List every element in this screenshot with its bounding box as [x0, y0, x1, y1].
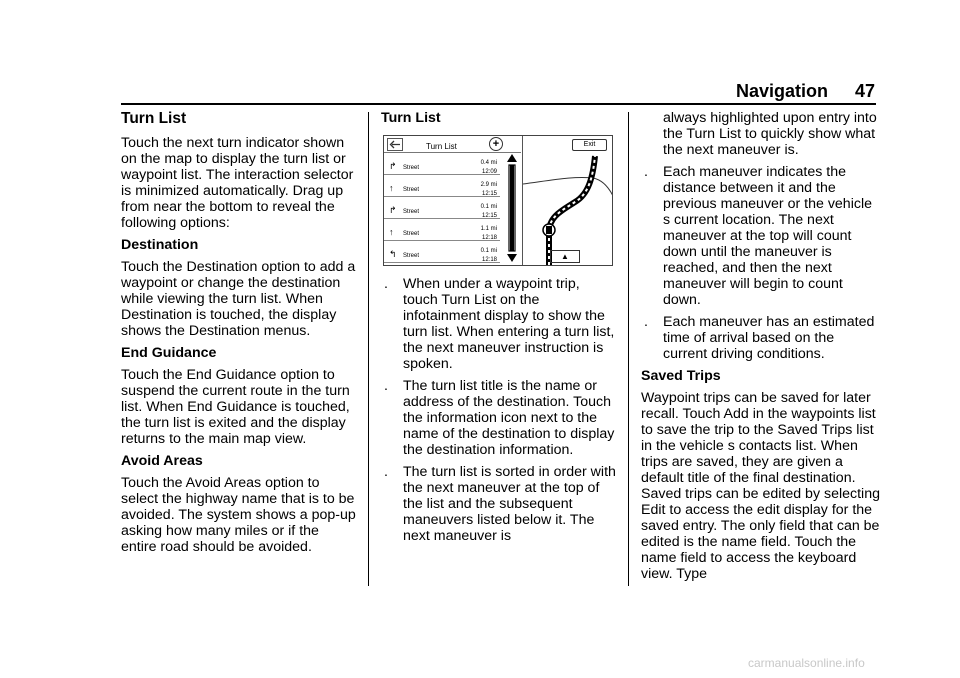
bullet-marker: . [384, 464, 388, 480]
exit-button: Exit [572, 139, 607, 151]
header-rule [121, 103, 876, 105]
turn-list [384, 153, 500, 263]
column-1 [121, 110, 357, 561]
bullet-text: Each maneuver indicates the distance between it and the previous maneuver or the vehicle s current location. The next maneuver at the top will count down until the maneuver is reached, and then the next maneuver will begin to count down. [663, 164, 872, 308]
bullet-marker: . [644, 314, 648, 330]
list-item [384, 197, 500, 219]
list-item [384, 153, 500, 175]
turn-list-figure [383, 135, 613, 266]
list-item [384, 175, 500, 197]
list-item [384, 219, 500, 241]
map-view [522, 136, 613, 265]
distance: 0.1 mi [480, 204, 497, 210]
back-arrow-icon [387, 138, 403, 151]
eta: 12:15 [481, 191, 497, 197]
bullet-text: The turn list is sorted in order with the next maneuver at the top of the list and the subsequent maneuvers listed below it. The next maneuver is [403, 464, 616, 544]
avoid-areas-paragraph: Touch the Avoid Areas option to select the highway name that is to be avoided. The system shows a pop-up asking how many miles or if the entire road should be avoided. [121, 475, 356, 555]
distance: 1.1 mi [480, 226, 497, 232]
list-item [641, 164, 881, 308]
street-label: Street [403, 165, 420, 171]
bullet-marker: . [384, 378, 388, 394]
subhead-saved-trips: Saved Trips [641, 368, 721, 384]
list-item [384, 241, 500, 263]
page-header-title: Navigation [736, 81, 829, 101]
bullet-text: Each maneuver has an estimated time of arrival based on the current driving conditions. [663, 314, 875, 362]
distance: 2.9 mi [480, 182, 497, 188]
subhead-destination: Destination [121, 237, 199, 253]
list-item [381, 378, 617, 458]
bullet-text: When under a waypoint trip, touch Turn List on the infotainment display to show the turn list. When entering a turn list, the next maneuver instruction is spoken. [403, 276, 615, 372]
column-3 [641, 110, 881, 588]
subhead-end-guidance: End Guidance [121, 345, 217, 361]
distance: 0.4 mi [480, 160, 497, 166]
column-divider [628, 112, 629, 586]
eta: 12:09 [481, 169, 497, 175]
section-title: Turn List [121, 110, 187, 127]
bullet-text: The turn list title is the name or address of the destination. Touch the information icon next to the name of the destination to display the destination information. [403, 378, 615, 458]
page-number: 47 [855, 81, 876, 101]
watermark: carmanualsonline.info [748, 656, 865, 670]
eta: 12:18 [481, 235, 497, 241]
subhead-avoid-areas: Avoid Areas [121, 453, 203, 469]
column-divider [368, 112, 369, 586]
end-guidance-paragraph: Touch the End Guidance option to suspend the current route in the turn list. When End Guidance is touched, the turn list is exited and the display returns to the main map view. [121, 367, 350, 447]
distance: 0.1 mi [480, 248, 497, 254]
turn-left-icon: ↰ [389, 249, 397, 259]
saved-trips-paragraph: Waypoint trips can be saved for later recall. Touch Add in the waypoints list to save the trip to the Saved Trips list in the vehicle s contacts list. When trips are saved, they are given a default title of the final destination. Saved trips can be edited by selecting Edit to access the edit display for the saved entry. The only field that can be edited is the name field. Touch the name field to access the keyboard view. Type [641, 390, 880, 582]
vehicle-position-icon: ▲ [550, 250, 580, 263]
turn-right-icon: ↱ [389, 161, 397, 171]
eta: 12:18 [481, 257, 497, 263]
list-item [381, 464, 617, 544]
list-item [641, 314, 881, 362]
straight-icon: ↑ [389, 183, 394, 193]
street-label: Street [403, 253, 420, 259]
continuation-paragraph: always highlighted upon entry into the Turn List to quickly show what the next maneuver is. [663, 110, 877, 158]
figure-title: Turn List [426, 142, 457, 151]
turn-right-icon: ↱ [389, 205, 397, 215]
street-label: Street [403, 209, 420, 215]
scrollbar [505, 153, 519, 263]
destination-paragraph: Touch the Destination option to add a waypoint or change the destination while viewing the turn list. When Destination is touched, the display shows the Destination menus. [121, 259, 356, 339]
intro-paragraph: Touch the next turn indicator shown on the map to display the turn list or waypoint list. The interaction selector is minimized automatically. Drag up from near the bottom to reveal the following options: [121, 135, 354, 231]
straight-icon: ↑ [389, 227, 394, 237]
figure-caption: Turn List [381, 110, 441, 126]
street-label: Street [403, 231, 420, 237]
list-item [381, 276, 617, 372]
eta: 12:15 [481, 213, 497, 219]
bullet-marker: . [644, 164, 648, 180]
add-icon: + [489, 137, 503, 151]
bullet-marker: . [384, 276, 388, 292]
street-label: Street [403, 187, 420, 193]
column-2 [381, 110, 617, 550]
figure-top-bar [384, 136, 521, 153]
